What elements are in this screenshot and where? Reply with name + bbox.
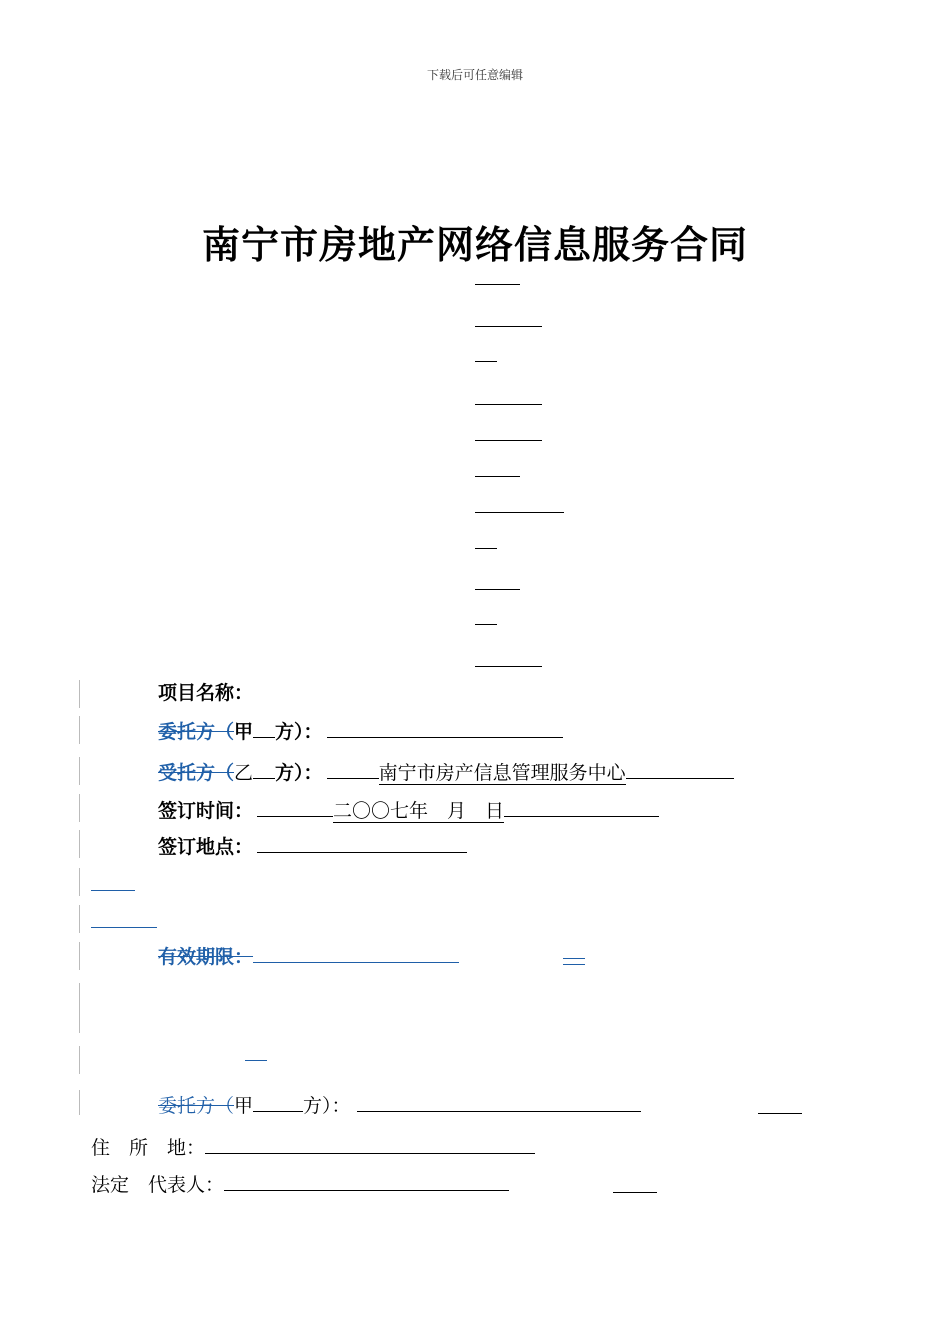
sign-time-value[interactable]: 二〇〇七年 月 日 xyxy=(333,800,505,822)
blank-field[interactable] xyxy=(257,796,333,817)
address-row xyxy=(91,1133,535,1161)
blank-line xyxy=(475,548,497,549)
blank-line xyxy=(475,404,542,405)
party-a-label-part3: 方） xyxy=(303,1095,332,1117)
blank-line xyxy=(475,589,520,590)
change-bar xyxy=(79,680,80,708)
blank-line xyxy=(475,361,497,362)
blank-field[interactable] xyxy=(253,717,275,738)
blank-line xyxy=(475,326,542,327)
party-a-row xyxy=(158,717,563,745)
blank-line xyxy=(475,512,564,513)
colon: ： xyxy=(303,762,323,784)
change-bar xyxy=(79,1046,80,1074)
sign-place-label: 签订地点： xyxy=(158,836,254,858)
party-a-label-part2: 甲 xyxy=(234,721,254,743)
party-b-label-part2: 乙 xyxy=(234,762,254,784)
change-bar xyxy=(79,905,80,933)
validity-row xyxy=(158,942,459,970)
blank-line xyxy=(475,476,520,477)
sign-place-input[interactable] xyxy=(257,832,467,853)
party-b-label-part3: 方） xyxy=(275,762,304,784)
party-b-label-part1: 受托方（ xyxy=(158,762,235,784)
party-a-detail-row xyxy=(158,1091,641,1119)
colon: ： xyxy=(331,1095,351,1117)
blank-line xyxy=(91,890,135,891)
change-bar xyxy=(79,1090,80,1115)
change-bar xyxy=(79,942,80,970)
validity-input[interactable] xyxy=(253,942,459,963)
legal-rep-input[interactable] xyxy=(224,1170,509,1191)
blank-line xyxy=(475,624,497,625)
change-bar xyxy=(79,830,80,858)
legal-rep-label: 法定 代表人： xyxy=(91,1174,225,1196)
address-label: 住 所 地： xyxy=(91,1137,206,1159)
party-a-input[interactable] xyxy=(327,717,563,738)
header-note: 下载后可任意编辑 xyxy=(426,68,523,82)
party-a-label-part3: 方） xyxy=(275,721,304,743)
sign-time-label: 签订时间： xyxy=(158,800,254,822)
blank-line xyxy=(475,440,542,441)
party-b-row xyxy=(158,758,734,786)
party-a-label-part1: 委托方（ xyxy=(158,721,235,743)
change-bar xyxy=(79,757,80,785)
blank-field[interactable] xyxy=(253,1091,303,1112)
address-input[interactable] xyxy=(205,1133,535,1154)
blank-line xyxy=(563,958,585,959)
sign-place-row xyxy=(158,832,467,860)
party-b-value[interactable]: 南宁市房产信息管理服务中心 xyxy=(378,762,626,784)
change-bar xyxy=(79,794,80,822)
sign-time-row xyxy=(158,796,659,824)
change-bar xyxy=(79,983,80,1033)
blank-line xyxy=(475,284,520,285)
colon: ： xyxy=(303,721,323,743)
blank-field[interactable] xyxy=(626,758,734,779)
change-bar xyxy=(79,868,80,896)
document-title: 南宁市房地产网络信息服务合同 xyxy=(201,223,748,267)
legal-rep-row xyxy=(91,1170,509,1198)
party-a-label-part1: 委托方（ xyxy=(158,1095,235,1117)
blank-line xyxy=(563,964,585,965)
blank-line xyxy=(613,1192,657,1193)
party-a-label-part2: 甲 xyxy=(234,1095,254,1117)
blank-line xyxy=(91,927,157,928)
blank-field[interactable] xyxy=(253,758,275,779)
validity-label: 有效期限： xyxy=(158,946,254,968)
blank-line xyxy=(758,1113,802,1114)
party-a-name-input[interactable] xyxy=(357,1091,641,1112)
blank-field[interactable] xyxy=(327,758,379,779)
blank-field[interactable] xyxy=(504,796,659,817)
change-bar xyxy=(79,716,80,744)
blank-line xyxy=(475,666,542,667)
blank-line xyxy=(245,1060,267,1061)
project-name-label: 项目名称： xyxy=(158,682,254,704)
